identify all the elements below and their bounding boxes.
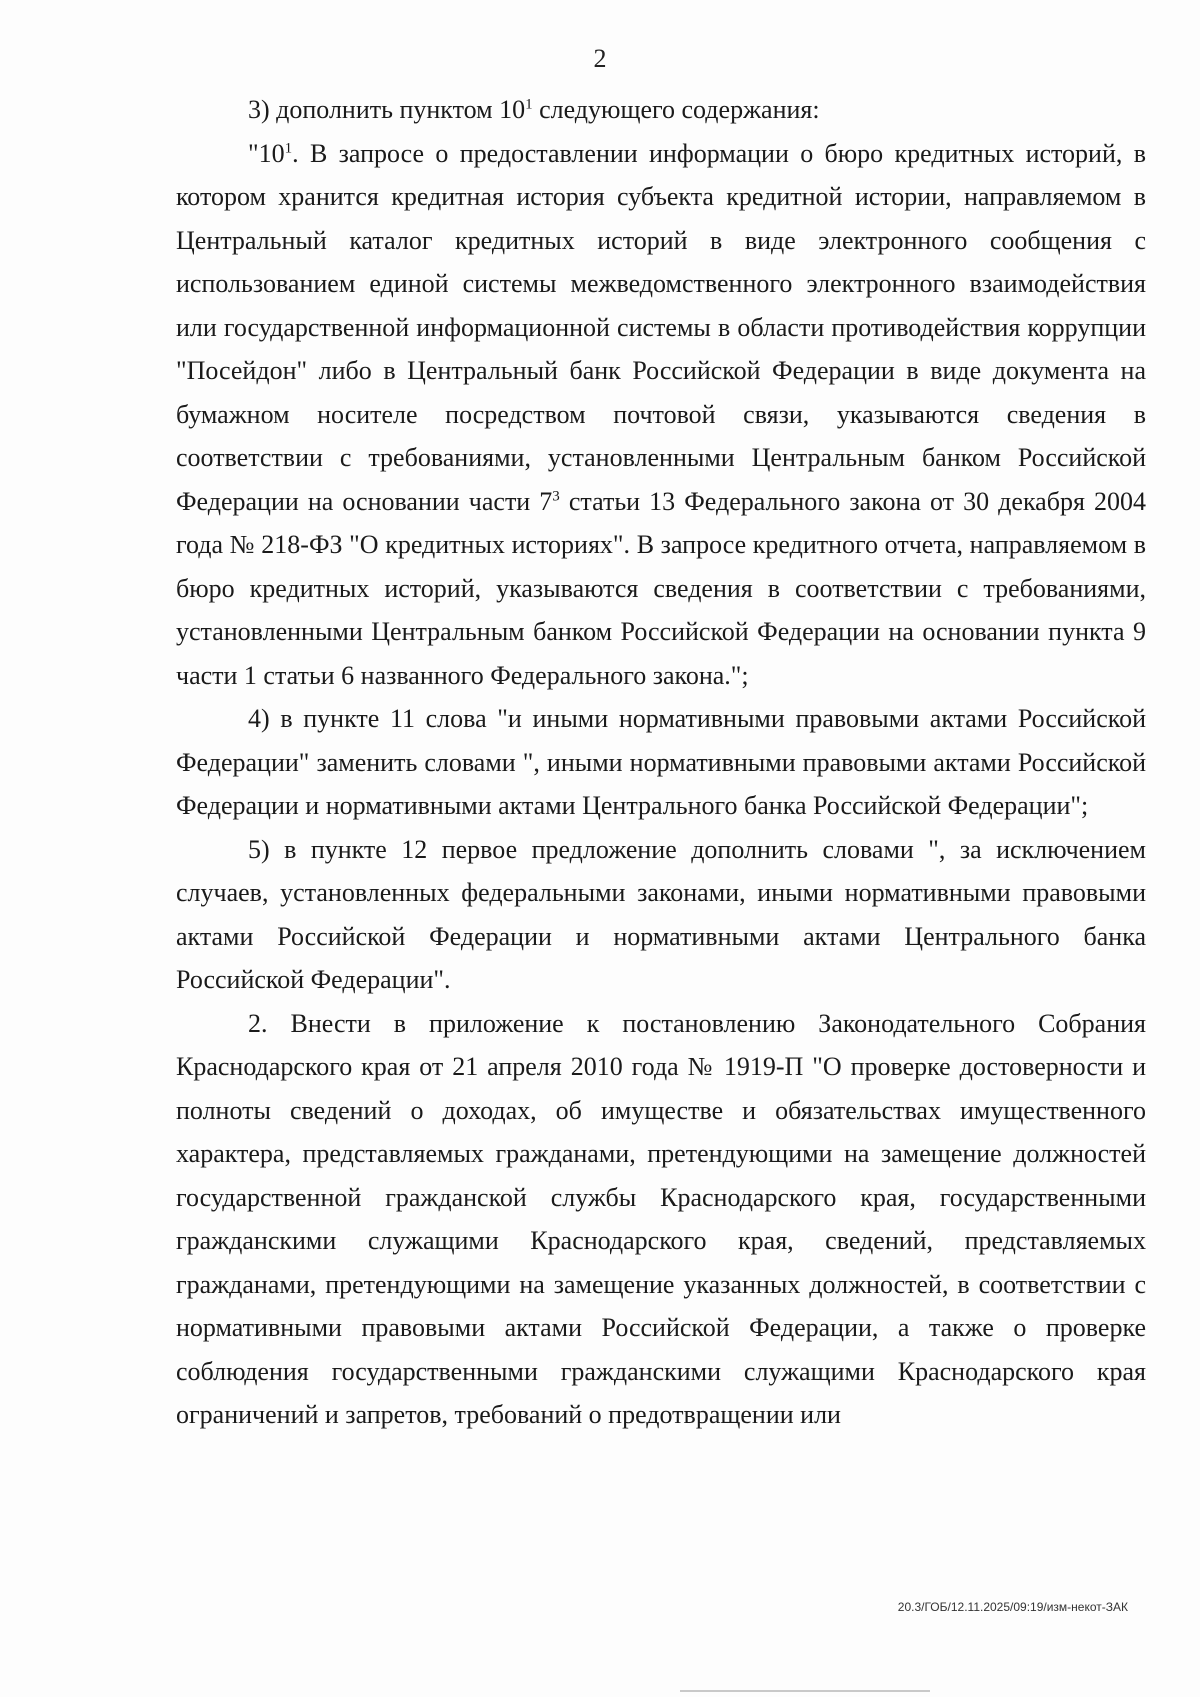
document-footer-code: 20.3/ГОБ/12.11.2025/09:19/изм-некот-ЗАК (897, 1600, 1128, 1614)
paragraph-item-4: 4) в пункте 11 слова "и иными нормативными правовыми актами Российской Федерации" заменить словами ", иными нормативными правовыми актами Российской Федерации и нормативными актами Центрального банка Российской Федерации"; (176, 704, 1146, 820)
superscript: 1 (284, 139, 293, 156)
paragraph-item-5: 5) в пункте 12 первое предложение дополнить словами ", за исключением случаев, установленных федеральными законами, иными нормативными правовыми актами Российской Федерации и нормативными актами Центрального банка Российской Федерации". (176, 834, 1146, 994)
paragraph-item-3 (176, 88, 1146, 132)
paragraph-text: статьи 13 Федерального закона от 30 декабря 2004 года № 218-ФЗ "О кредитных историях". В запросе кредитного отчета, направляемом в бюро кредитных историй, указываются сведения в соответствии с требованиями, установленными Центральным банком Российской Федерации на основании пункта 9 части 1 статьи 6 названного Федерального закона."; (176, 486, 1146, 690)
superscript: 3 (552, 487, 560, 504)
paragraph-section-2: 2. Внести в приложение к постановлению Законодательного Собрания Краснодарского края от 21 апреля 2010 года № 1919-П "О проверке достоверности и полноты сведений о доходах, об имуществе и обязательствах имущественного характера, представляемых гражданами, претендующими на замещение должностей государственной гражданской службы Краснодарского края, государственными гражданскими служащими Краснодарского края, сведений, представляемых гражданами, претендующими на замещение указанных должностей, в соответствии с нормативными правовыми актами Российской Федерации, а также о проверке соблюдения государственными гражданскими служащими Краснодарского края ограничений и запретов, требований о предотвращении или (176, 1008, 1146, 1429)
document-body (176, 88, 1146, 1437)
scan-artifact-line (680, 1690, 930, 1692)
paragraph-text: "10 (248, 138, 285, 168)
paragraph-item-10-1 (176, 132, 1146, 698)
page-number: 2 (593, 44, 607, 73)
paragraph-text: следующего содержания: (532, 95, 820, 124)
paragraph-text: 3) дополнить пунктом 10 (248, 95, 526, 124)
superscript: 1 (525, 96, 533, 113)
paragraph-text: . В запросе о предоставлении информации о бюро кредитных историй, в котором хранится кредитная история субъекта кредитной истории, направляемом в Центральный каталог кредитных историй в виде электронного сообщения с использованием единой системы межведомственного электронного взаимодействия или государственной информационной системы в области противодействия коррупции "Посейдон" либо в Центральный банк Российской Федерации в виде документа на бумажном носителе посредством почтовой связи, указываются сведения в соответствии с требованиями, установленными Центральным банком Российской Федерации на основании части 7 (176, 138, 1146, 516)
